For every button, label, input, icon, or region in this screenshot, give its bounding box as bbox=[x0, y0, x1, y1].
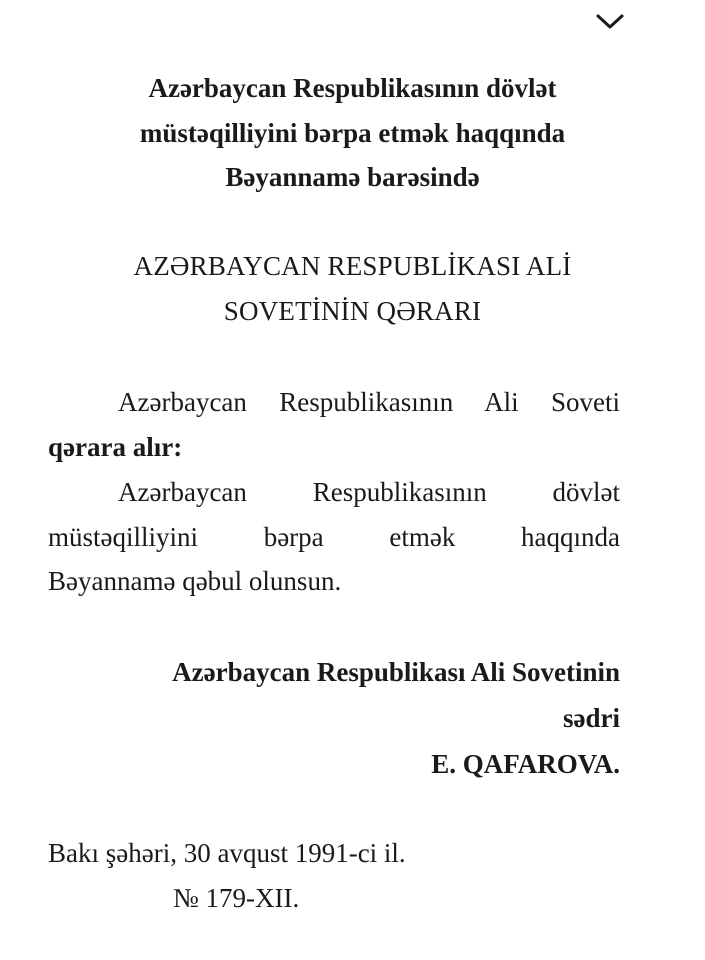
title-line: Bəyannamə barəsində bbox=[225, 162, 480, 192]
paragraph-line: Azərbaycan Respublikasının dövlət bbox=[118, 477, 620, 507]
heading-line: SOVETİNİN QƏRARI bbox=[223, 295, 482, 326]
place-date: Bakı şəhəri, 30 avqust 1991-ci il. bbox=[48, 838, 406, 868]
document-title bbox=[60, 66, 645, 200]
title-line: müstəqilliyini bərpa etmək haqqında bbox=[139, 117, 566, 148]
signature-line: Azərbaycan Respublikası Ali Sovetinin bbox=[172, 657, 620, 687]
paragraph-line-bold: qərara alır: bbox=[48, 431, 183, 462]
signature-name: E. QAFAROVA. bbox=[431, 749, 620, 779]
paragraph-line: Bəyannamə qəbul olunsun. bbox=[48, 566, 342, 596]
title-line: Azərbaycan Respublikasının dövlət bbox=[148, 73, 557, 103]
signature-block bbox=[48, 649, 620, 787]
paragraph-line: müstəqilliyini bərpa etmək haqqında bbox=[48, 521, 620, 552]
chevron-down-icon bbox=[594, 10, 626, 34]
collapse-button[interactable] bbox=[594, 10, 626, 34]
document-footer bbox=[48, 831, 620, 920]
heading-line: AZƏRBAYCAN RESPUBLİKASI ALİ bbox=[133, 251, 572, 281]
resolution-body-paragraph bbox=[48, 470, 620, 604]
paragraph-line: Azərbaycan Respublikasının Ali Soveti bbox=[118, 387, 620, 417]
document-heading bbox=[60, 244, 645, 333]
document-number: № 179-XII. bbox=[173, 882, 300, 913]
signature-line: sədri bbox=[563, 703, 620, 733]
resolution-intro-paragraph bbox=[48, 380, 620, 469]
